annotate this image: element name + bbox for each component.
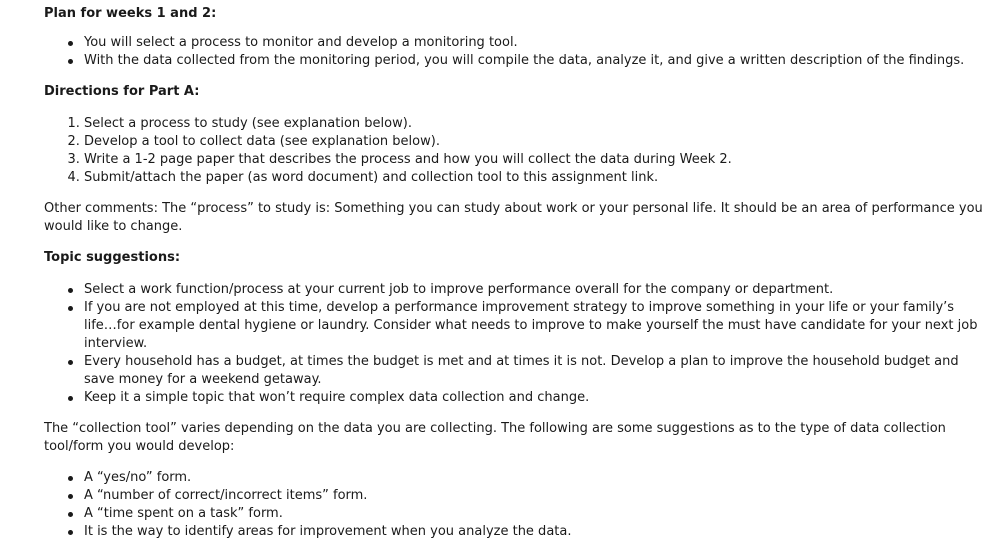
list-item: 4. Submit/attach the paper (as word document) and collection tool to this assignment link.: [84, 169, 989, 187]
list-item: A “yes/no” form.: [84, 469, 989, 487]
list-item: With the data collected from the monitoring period, you will compile the data, analyze it, and give a written description of the findings.: [84, 52, 989, 70]
directions-heading: Directions for Part A:: [44, 84, 200, 99]
directions-list: [44, 115, 989, 187]
list-item: Keep it a simple topic that won’t require complex data collection and change.: [84, 389, 989, 407]
list-item: If you are not employed at this time, develop a performance improvement strategy to improve something in your life or your family’s life…for example dental hygiene or laundry. Consider what needs to improve to make yourself the must have candidate for your next job interview.: [84, 299, 989, 353]
list-item: A “number of correct/incorrect items” form.: [84, 487, 989, 505]
topics-heading: Topic suggestions:: [44, 250, 181, 265]
list-item: A “time spent on a task” form.: [84, 505, 989, 523]
list-item: 1. Select a process to study (see explanation below).: [84, 115, 989, 133]
plan-heading: Plan for weeks 1 and 2:: [44, 6, 217, 21]
plan-list: [44, 34, 989, 70]
list-item: Select a work function/process at your current job to improve performance overall for the company or department.: [84, 281, 989, 299]
topics-list: [44, 281, 989, 407]
other-comments-paragraph: Other comments: The “process” to study is: Something you can study about work or your personal life. It should be an area of performance you would like to change.: [44, 201, 983, 234]
list-item: 3. Write a 1-2 page paper that describes the process and how you will collect the data during Week 2.: [84, 151, 989, 169]
collection-tool-paragraph: The “collection tool” varies depending on the data you are collecting. The following are some suggestions as to the type of data collection tool/form you would develop:: [44, 421, 946, 454]
list-item: Every household has a budget, at times the budget is met and at times it is not. Develop a plan to improve the household budget and save money for a weekend getaway.: [84, 353, 989, 389]
list-item: You will select a process to monitor and develop a monitoring tool.: [84, 34, 989, 52]
list-item: It is the way to identify areas for improvement when you analyze the data.: [84, 523, 989, 541]
collection-tools-list: [44, 469, 989, 541]
list-item: 2. Develop a tool to collect data (see explanation below).: [84, 133, 989, 151]
